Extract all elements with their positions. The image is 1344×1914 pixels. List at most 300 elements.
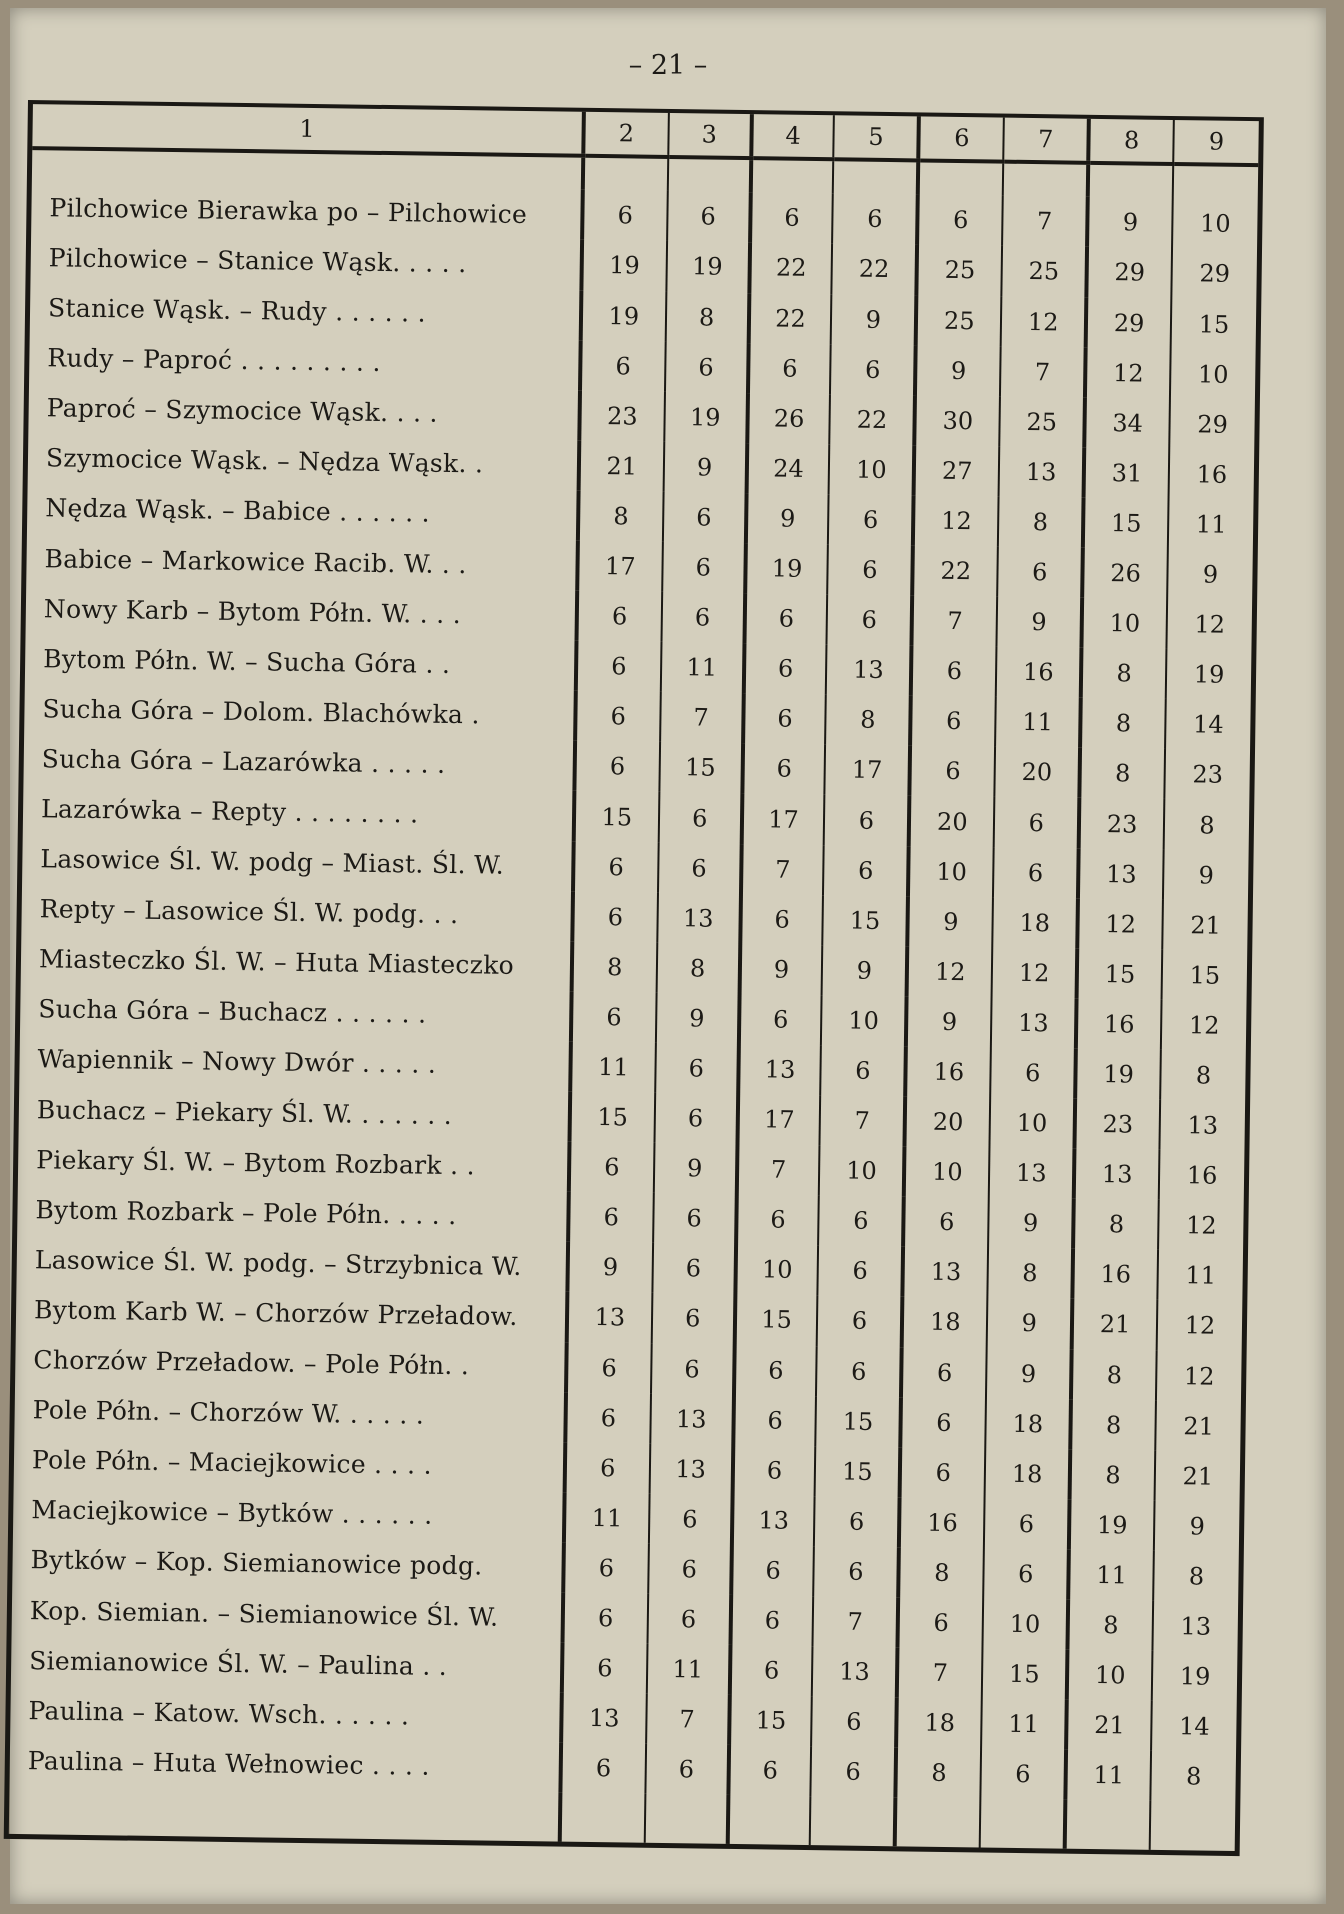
distance-col-8: 13 <box>1078 848 1164 899</box>
route-name: Babice – Markowice Racib. W. . . <box>44 543 467 579</box>
distance-col-9: 12 <box>1161 1000 1247 1051</box>
distance-col-2: 6 <box>569 1142 655 1193</box>
distance-col-9: 11 <box>1168 499 1254 550</box>
distance-col-6: 9 <box>906 996 992 1047</box>
distance-col-3: 13 <box>650 1393 734 1444</box>
distance-col-3: 7 <box>660 692 744 743</box>
distance-col-6: 20 <box>905 1096 991 1147</box>
distance-col-4: 13 <box>731 1495 815 1546</box>
distance-col-7: 11 <box>995 697 1081 748</box>
distance-col-4: 9 <box>745 493 829 544</box>
distance-col-5: 6 <box>828 544 914 595</box>
distance-col-5: 22 <box>832 244 918 295</box>
route-name: Paproć – Szymocice Wąsk. . . . <box>46 393 439 429</box>
distance-col-4: 24 <box>746 443 830 494</box>
route-name: Maciejkowice – Bytków . . . . . . <box>31 1495 433 1531</box>
distance-col-4: 6 <box>744 593 828 644</box>
distance-col-7: 10 <box>983 1598 1069 1649</box>
distance-col-6: 9 <box>915 345 1001 396</box>
distance-table <box>9 104 1259 1851</box>
distance-col-8: 8 <box>1080 698 1166 749</box>
route-name: Bytom Karb W. – Chorzów Przeładow. <box>33 1295 518 1331</box>
distance-col-5: 13 <box>812 1646 898 1697</box>
distance-col-3: 9 <box>654 1143 738 1194</box>
distance-col-7: 25 <box>1002 246 1088 297</box>
distance-col-6: 7 <box>897 1647 983 1698</box>
distance-col-8: 13 <box>1074 1149 1160 1200</box>
distance-col-8: 12 <box>1077 898 1163 949</box>
distance-col-8: 11 <box>1066 1750 1152 1801</box>
distance-col-8: 8 <box>1070 1449 1156 1500</box>
distance-col-8: 19 <box>1075 1049 1161 1100</box>
distance-col-4: 15 <box>729 1695 813 1746</box>
distance-col-2: 6 <box>564 1442 650 1493</box>
distance-col-7: 6 <box>981 1749 1067 1800</box>
distance-col-8: 26 <box>1082 548 1168 599</box>
route-name: Lazarówka – Repty . . . . . . . . <box>40 794 419 829</box>
distance-col-5: 8 <box>826 694 912 745</box>
route-name: Sucha Góra – Dolom. Blachówka . <box>42 694 480 730</box>
route-name: Pole Półn. – Chorzów W. . . . . . <box>32 1395 425 1430</box>
distance-col-9: 23 <box>1164 749 1250 800</box>
distance-col-3: 6 <box>647 1594 731 1645</box>
distance-col-8: 8 <box>1070 1399 1156 1450</box>
route-name: Sucha Góra – Lazarówka . . . . . <box>41 744 446 779</box>
distance-col-9: 15 <box>1171 299 1257 350</box>
distance-col-9: 9 <box>1167 549 1253 600</box>
distance-col-6: 13 <box>903 1247 989 1298</box>
distance-col-7: 7 <box>1002 196 1088 247</box>
distance-col-9: 21 <box>1155 1400 1241 1451</box>
distance-col-5: 6 <box>817 1296 903 1347</box>
table-body <box>9 148 1258 1851</box>
route-name: Buchacz – Piekary Śl. W. . . . . . . <box>36 1094 453 1130</box>
distance-col-4: 6 <box>748 343 832 394</box>
distance-col-4: 6 <box>729 1645 813 1696</box>
distance-col-2: 6 <box>563 1542 649 1593</box>
distance-col-9: 14 <box>1151 1701 1237 1752</box>
distance-col-2: 6 <box>568 1192 654 1243</box>
distance-col-3: 9 <box>663 442 747 493</box>
distance-col-3: 6 <box>649 1494 733 1545</box>
distance-col-8: 8 <box>1079 748 1165 799</box>
distance-col-3: 6 <box>665 342 749 393</box>
distance-col-9: 8 <box>1153 1551 1239 1602</box>
distance-col-4: 7 <box>741 844 825 895</box>
distance-col-7: 12 <box>1001 296 1087 347</box>
header-col-1: 1 <box>32 104 583 156</box>
route-name: Repty – Lasowice Śl. W. podg. . . <box>39 894 459 930</box>
header-col-2: 2 <box>583 112 668 157</box>
distance-col-9: 12 <box>1157 1300 1243 1351</box>
distance-col-9: 8 <box>1150 1751 1236 1802</box>
distance-col-8: 8 <box>1068 1600 1154 1651</box>
distance-col-7: 20 <box>995 747 1081 798</box>
route-name: Paulina – Katow. Wsch. . . . . . <box>28 1695 410 1731</box>
distance-col-6: 6 <box>901 1347 987 1398</box>
distance-col-6: 10 <box>908 846 994 897</box>
route-name: Bytom Półn. W. – Sucha Góra . . <box>43 644 451 679</box>
distance-col-4: 6 <box>743 643 827 694</box>
distance-col-5: 6 <box>830 344 916 395</box>
distance-col-3: 11 <box>647 1644 731 1695</box>
distance-col-4: 19 <box>745 543 829 594</box>
distance-col-2: 8 <box>578 491 664 542</box>
distance-col-4: 13 <box>738 1044 822 1095</box>
distance-col-3: 9 <box>656 993 740 1044</box>
distance-col-4: 17 <box>741 794 825 845</box>
distance-col-2: 21 <box>578 441 664 492</box>
distance-col-9: 9 <box>1154 1501 1240 1552</box>
page-number: – 21 – <box>628 50 708 81</box>
distance-col-6: 20 <box>909 796 995 847</box>
distance-col-8: 19 <box>1069 1499 1155 1550</box>
distance-col-2: 19 <box>581 290 667 341</box>
distance-col-2: 6 <box>565 1392 651 1443</box>
distance-col-5: 10 <box>819 1145 905 1196</box>
distance-col-4: 6 <box>733 1395 817 1446</box>
distance-col-2: 11 <box>564 1492 650 1543</box>
distance-col-6: 18 <box>902 1297 988 1348</box>
distance-col-5: 15 <box>816 1396 902 1447</box>
distance-col-9: 10 <box>1170 349 1256 400</box>
distance-col-3: 6 <box>645 1744 729 1795</box>
distance-col-8: 29 <box>1086 247 1172 298</box>
distance-col-9: 12 <box>1156 1350 1242 1401</box>
distance-col-6: 30 <box>915 395 1001 446</box>
distance-col-2: 6 <box>572 891 658 942</box>
distance-col-4: 9 <box>739 944 823 995</box>
distance-col-5: 6 <box>812 1696 898 1747</box>
distance-col-2: 23 <box>579 390 665 441</box>
distance-col-7: 9 <box>987 1298 1073 1349</box>
distance-col-8: 10 <box>1082 598 1168 649</box>
header-col-3: 3 <box>668 113 751 158</box>
distance-col-2: 6 <box>571 992 657 1043</box>
distance-col-8: 15 <box>1083 498 1169 549</box>
distance-col-8: 8 <box>1071 1349 1157 1400</box>
distance-col-5: 6 <box>816 1346 902 1397</box>
distance-col-8: 31 <box>1084 448 1170 499</box>
route-name: Stanice Wąsk. – Rudy . . . . . . <box>47 293 427 328</box>
distance-col-8: 21 <box>1066 1700 1152 1751</box>
route-name: Pilchowice – Stanice Wąsk. . . . . <box>48 243 467 279</box>
distance-col-7: 25 <box>1000 396 1086 447</box>
distance-col-2: 9 <box>567 1242 653 1293</box>
distance-col-7: 8 <box>988 1248 1074 1299</box>
distance-col-6: 16 <box>899 1497 985 1548</box>
distance-col-9: 8 <box>1160 1050 1246 1101</box>
distance-col-4: 6 <box>732 1445 816 1496</box>
route-name: Chorzów Przeładow. – Pole Półn. . <box>33 1345 470 1381</box>
distance-col-5: 15 <box>823 895 909 946</box>
distance-col-5: 6 <box>819 1195 905 1246</box>
distance-col-4: 6 <box>728 1745 812 1796</box>
distance-col-5: 15 <box>815 1446 901 1497</box>
distance-col-4: 6 <box>743 693 827 744</box>
distance-col-6: 6 <box>900 1447 986 1498</box>
distance-col-7: 18 <box>985 1448 1071 1499</box>
distance-col-6: 12 <box>913 495 999 546</box>
distance-col-7: 9 <box>986 1348 1072 1399</box>
distance-col-3: 6 <box>655 1043 739 1094</box>
distance-col-5: 6 <box>824 795 910 846</box>
distance-col-3: 6 <box>651 1343 735 1394</box>
distance-col-8: 34 <box>1084 398 1170 449</box>
distance-col-7: 6 <box>993 847 1079 898</box>
distance-col-4: 15 <box>734 1294 818 1345</box>
distance-col-5: 6 <box>827 594 913 645</box>
distance-col-9: 9 <box>1163 849 1249 900</box>
distance-col-9: 16 <box>1159 1150 1245 1201</box>
distance-col-3: 6 <box>654 1093 738 1144</box>
distance-col-9: 13 <box>1159 1100 1245 1151</box>
distance-col-6: 25 <box>917 245 1003 296</box>
distance-col-8: 10 <box>1067 1650 1153 1701</box>
distance-col-2: 6 <box>574 741 660 792</box>
distance-col-4: 22 <box>748 293 832 344</box>
distance-col-2: 13 <box>561 1693 647 1744</box>
distance-col-4: 26 <box>747 393 831 444</box>
distance-col-3: 11 <box>661 642 745 693</box>
distance-col-2: 8 <box>571 941 657 992</box>
distance-col-5: 13 <box>826 644 912 695</box>
distance-col-9: 21 <box>1155 1451 1241 1502</box>
distance-col-8: 16 <box>1073 1249 1159 1300</box>
distance-col-6: 25 <box>916 295 1002 346</box>
distance-col-4: 7 <box>736 1144 820 1195</box>
distance-col-3: 15 <box>659 742 743 793</box>
distance-col-5: 7 <box>820 1095 906 1146</box>
distance-col-4: 6 <box>736 1194 820 1245</box>
distance-col-3: 19 <box>666 241 750 292</box>
distance-col-5: 17 <box>825 745 911 796</box>
distance-col-2: 6 <box>582 190 668 241</box>
distance-col-9: 29 <box>1169 399 1255 450</box>
route-name: Miasteczko Śl. W. – Huta Miasteczko <box>38 944 515 981</box>
distance-col-2: 17 <box>577 541 663 592</box>
route-name: Nowy Karb – Bytom Półn. W. . . . <box>43 593 462 629</box>
distance-col-7: 10 <box>990 1098 1076 1149</box>
route-name: Siemianowice Śl. W. – Paulina . . <box>29 1645 448 1681</box>
distance-col-4: 6 <box>750 192 834 243</box>
distance-col-5: 9 <box>831 294 917 345</box>
distance-col-3: 6 <box>661 592 745 643</box>
distance-col-9: 21 <box>1162 900 1248 951</box>
route-name: Piekary Śl. W. – Bytom Rozbark . . <box>36 1144 476 1181</box>
distance-col-7: 8 <box>998 496 1084 547</box>
distance-col-8: 8 <box>1081 648 1167 699</box>
distance-col-9: 15 <box>1162 950 1248 1001</box>
distance-col-6: 8 <box>899 1547 985 1598</box>
distance-col-3: 6 <box>652 1243 736 1294</box>
distance-col-8: 29 <box>1086 297 1172 348</box>
distance-col-7: 7 <box>1000 346 1086 397</box>
distance-col-4: 22 <box>749 243 833 294</box>
distance-col-3: 6 <box>662 542 746 593</box>
distance-col-3: 13 <box>649 1444 733 1495</box>
distance-col-6: 9 <box>908 896 994 947</box>
distance-col-2: 6 <box>562 1643 648 1694</box>
distance-col-3: 6 <box>658 842 742 893</box>
distance-col-6: 6 <box>917 195 1003 246</box>
distance-col-9: 16 <box>1169 449 1255 500</box>
distance-col-6: 16 <box>906 1046 992 1097</box>
distance-col-7: 9 <box>997 597 1083 648</box>
distance-col-8: 11 <box>1068 1550 1154 1601</box>
distance-col-5: 22 <box>830 394 916 445</box>
distance-col-3: 6 <box>663 492 747 543</box>
distance-col-2: 6 <box>566 1342 652 1393</box>
distance-col-6: 6 <box>903 1197 989 1248</box>
distance-col-2: 6 <box>576 641 662 692</box>
distance-col-7: 12 <box>992 947 1078 998</box>
distance-col-2: 6 <box>573 841 659 892</box>
route-name: Nędza Wąsk. – Babice . . . . . . <box>45 493 431 529</box>
distance-col-3: 6 <box>658 792 742 843</box>
distance-table-frame <box>4 100 1264 1856</box>
distance-col-3: 7 <box>646 1694 730 1745</box>
scanned-page <box>10 8 1326 1904</box>
header-col-4: 4 <box>751 114 834 159</box>
route-name: Bytom Rozbark – Pole Półn. . . . . <box>35 1194 457 1230</box>
distance-col-6: 22 <box>913 545 999 596</box>
distance-col-7: 15 <box>982 1649 1068 1700</box>
route-name: Paulina – Huta Wełnowiec . . . . <box>27 1745 430 1781</box>
distance-col-7: 18 <box>993 897 1079 948</box>
distance-col-6: 18 <box>896 1697 982 1748</box>
distance-col-5: 10 <box>821 995 907 1046</box>
route-name: Bytków – Kop. Siemianowice podg. <box>30 1545 483 1581</box>
header-col-7: 7 <box>1003 118 1088 163</box>
distance-col-3: 6 <box>648 1544 732 1595</box>
distance-col-9: 12 <box>1158 1200 1244 1251</box>
distance-col-8: 21 <box>1072 1299 1158 1350</box>
distance-col-4: 6 <box>730 1595 814 1646</box>
route-name: Pilchowice Bierawka po – Pilchowice <box>49 193 528 229</box>
distance-col-3: 6 <box>667 191 751 242</box>
distance-col-4: 10 <box>735 1244 819 1295</box>
distance-col-4: 6 <box>731 1545 815 1596</box>
distance-col-7: 6 <box>994 797 1080 848</box>
distance-col-6: 7 <box>912 595 998 646</box>
distance-col-8: 8 <box>1073 1199 1159 1250</box>
distance-col-7: 13 <box>991 997 1077 1048</box>
distance-col-2: 15 <box>574 791 660 842</box>
header-col-5: 5 <box>834 115 919 160</box>
distance-col-8: 16 <box>1076 999 1162 1050</box>
distance-col-9: 19 <box>1166 649 1252 700</box>
distance-col-7: 9 <box>988 1198 1074 1249</box>
distance-col-6: 10 <box>904 1146 990 1197</box>
distance-col-5: 6 <box>823 845 909 896</box>
distance-col-2: 6 <box>562 1593 648 1644</box>
distance-col-2: 6 <box>580 340 666 391</box>
route-name: Pole Półn. – Maciejkowice . . . . <box>31 1445 433 1481</box>
distance-col-6: 6 <box>910 746 996 797</box>
distance-col-2: 13 <box>567 1292 653 1343</box>
header-col-6: 6 <box>919 116 1004 161</box>
distance-col-4: 6 <box>734 1344 818 1395</box>
distance-col-3: 8 <box>665 291 749 342</box>
distance-col-6: 12 <box>907 946 993 997</box>
distance-col-7: 6 <box>983 1548 1069 1599</box>
distance-col-4: 6 <box>740 894 824 945</box>
distance-col-2: 6 <box>560 1743 646 1794</box>
distance-col-3: 19 <box>664 392 748 443</box>
distance-col-7: 18 <box>986 1398 1072 1449</box>
distance-col-3: 6 <box>653 1193 737 1244</box>
distance-col-7: 11 <box>981 1699 1067 1750</box>
distance-col-6: 6 <box>910 696 996 747</box>
distance-col-8: 23 <box>1075 1099 1161 1150</box>
distance-col-5: 6 <box>814 1496 900 1547</box>
distance-col-7: 6 <box>990 1047 1076 1098</box>
distance-col-6: 6 <box>901 1397 987 1448</box>
distance-col-9: 10 <box>1172 198 1258 249</box>
distance-col-2: 19 <box>581 240 667 291</box>
distance-col-9: 12 <box>1166 599 1252 650</box>
distance-col-6: 27 <box>914 445 1000 496</box>
distance-col-7: 6 <box>984 1498 1070 1549</box>
distance-col-6: 6 <box>911 646 997 697</box>
distance-col-3: 13 <box>657 893 741 944</box>
distance-col-8: 12 <box>1085 347 1171 398</box>
distance-col-2: 15 <box>569 1092 655 1143</box>
distance-col-7: 13 <box>999 446 1085 497</box>
distance-col-9: 14 <box>1165 699 1251 750</box>
distance-col-5: 6 <box>811 1746 897 1797</box>
distance-col-2: 6 <box>576 591 662 642</box>
distance-col-6: 8 <box>896 1748 982 1799</box>
header-col-8: 8 <box>1088 119 1173 164</box>
route-name: Szymocice Wąsk. – Nędza Wąsk. . <box>45 443 484 479</box>
distance-col-8: 9 <box>1087 197 1173 248</box>
distance-col-5: 7 <box>813 1596 899 1647</box>
distance-col-7: 6 <box>997 547 1083 598</box>
distance-col-9: 8 <box>1164 799 1250 850</box>
distance-col-9: 13 <box>1152 1601 1238 1652</box>
distance-col-7: 16 <box>996 647 1082 698</box>
distance-col-5: 6 <box>818 1245 904 1296</box>
route-name: Lasowice Śl. W. podg – Miast. Śl. W. <box>40 844 505 880</box>
route-name: Kop. Siemian. – Siemianowice Śl. W. <box>29 1595 499 1632</box>
distance-col-5: 6 <box>833 194 919 245</box>
distance-col-6: 6 <box>898 1597 984 1648</box>
distance-col-5: 10 <box>829 444 915 495</box>
route-name: Lasowice Śl. W. podg. – Strzybnica W. <box>34 1245 522 1281</box>
route-name: Wapiennik – Nowy Dwór . . . . . <box>37 1044 437 1080</box>
distance-col-5: 6 <box>814 1546 900 1597</box>
distance-col-5: 6 <box>828 494 914 545</box>
distance-col-8: 23 <box>1079 798 1165 849</box>
route-name: Rudy – Paproć . . . . . . . . . <box>47 343 381 378</box>
route-name: Sucha Góra – Buchacz . . . . . . <box>38 994 427 1030</box>
distance-col-9: 11 <box>1157 1250 1243 1301</box>
distance-col-2: 11 <box>570 1042 656 1093</box>
distance-col-9: 19 <box>1152 1651 1238 1702</box>
distance-col-4: 6 <box>742 743 826 794</box>
distance-col-5: 6 <box>821 1045 907 1096</box>
distance-col-5: 9 <box>822 945 908 996</box>
distance-col-9: 29 <box>1171 248 1257 299</box>
distance-col-2: 6 <box>575 691 661 742</box>
distance-col-3: 8 <box>656 943 740 994</box>
distance-col-8: 15 <box>1077 948 1163 999</box>
distance-col-4: 17 <box>737 1094 821 1145</box>
distance-col-3: 6 <box>651 1293 735 1344</box>
distance-col-7: 13 <box>989 1148 1075 1199</box>
